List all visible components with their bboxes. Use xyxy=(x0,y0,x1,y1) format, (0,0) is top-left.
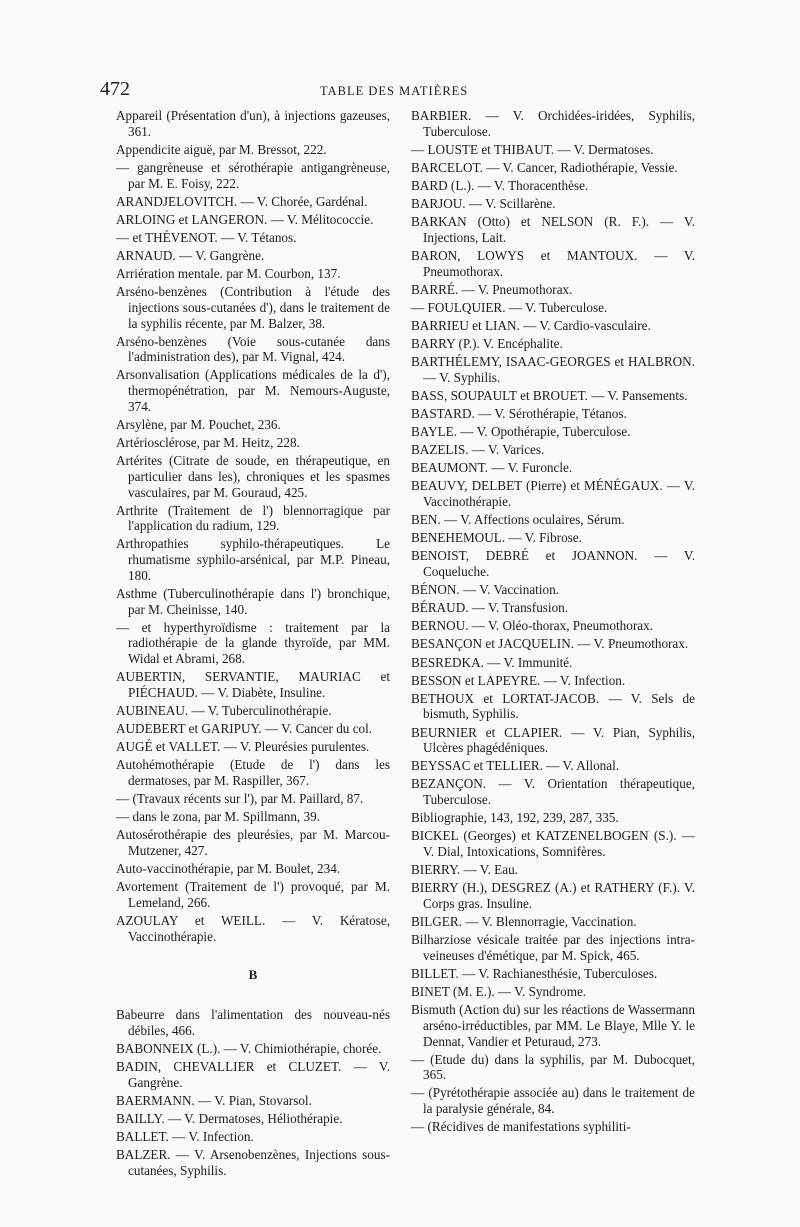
index-entry: — gangrèneuse et sérothérapie antigangrèneuse, par M. E. Foisy, 222. xyxy=(116,159,390,191)
index-entry: BINET (M. E.). — V. Syndrome. xyxy=(411,984,587,999)
index-entry: BARTHÉLEMY, ISAAC-GEORGES et HALBRON. — V. Syphilis. xyxy=(411,354,695,385)
index-entry: Avortement (Traitement de l') provoqué, par M. Lemeland, 266. xyxy=(116,879,390,910)
index-entry: — (Etude du) dans la syphilis, par M. Dubocquet, 365. xyxy=(411,1051,695,1083)
index-entry: Bilharziose vésicale traitée par des injections intra-veineuses d'émétique, par M. Spick, 465. xyxy=(411,932,695,963)
index-entry: BESANÇON et JACQUELIN. — V. Pneumothorax. xyxy=(411,636,689,652)
index-entry: BARJOU. — V. Scillarène. xyxy=(411,196,556,212)
index-entry: BARRÉ. — V. Pneumothorax. xyxy=(411,281,573,297)
index-entry: BABONNEIX (L.). — V. Chimiothérapie, chorée. xyxy=(116,1040,382,1056)
index-entry: BEN. — V. Affections oculaires, Sérum. xyxy=(411,512,625,528)
index-entry: Artériosclérose, par M. Heitz, 228. xyxy=(116,435,300,451)
index-entry: Arthropathies syphilo-thérapeutiques. Le rhumatisme syphilo-arsénical, par M.P. Pineau, 180. xyxy=(116,536,390,583)
index-entry: Auto-vaccinothérapie, par M. Boulet, 234. xyxy=(116,861,341,877)
index-entry: BEAUMONT. — V. Furoncle. xyxy=(411,460,573,476)
index-entry: BAZELIS. — V. Varices. xyxy=(411,442,545,458)
index-entry: — (Travaux récents sur l'), par M. Paillard, 87. xyxy=(116,791,364,807)
index-entry: BÉRAUD. — V. Transfusion. xyxy=(411,600,569,616)
index-entry: BILGER. — V. Blennorragie, Vaccination. xyxy=(411,914,637,930)
index-entry: Arriération mentale. par M. Courbon, 137. xyxy=(116,266,341,282)
index-entry: BERNOU. — V. Oléo-thorax, Pneumothorax. xyxy=(411,618,653,634)
index-entry: Arsylène, par M. Pouchet, 236. xyxy=(116,416,281,432)
left-entries-b xyxy=(116,1007,390,1178)
index-entry: BIERRY. — V. Eau. xyxy=(411,862,518,878)
index-entry: BASS, SOUPAULT et BROUET. — V. Pansements. xyxy=(411,387,688,403)
index-entry: BALZER. — V. Arsenobenzènes, Injections sous-cutanées, Syphilis. xyxy=(116,1147,390,1178)
index-entry: BILLET. — V. Rachianesthésie, Tuberculoses. xyxy=(411,965,658,981)
index-entry: Autosérothérapie des pleurésies, par M. Marcou-Mutzener, 427. xyxy=(116,827,390,858)
index-entry: — et hyperthyroïdisme : traitement par la radiothérapie de la glande thyroïde, par MM. Widal et Abrami, 268. xyxy=(116,619,390,667)
running-title: TABLE DES MATIÈRES xyxy=(320,84,469,98)
index-entry: ARLOING et LANGERON. — V. Mélitococcie. xyxy=(116,211,374,227)
index-entry: Bibliographie, 143, 192, 239, 287, 335. xyxy=(411,810,619,826)
index-entry: AUBERTIN, SERVANTIE, MAURIAC et PIÉCHAUD. — V. Diabète, Insuline. xyxy=(116,669,390,700)
left-column xyxy=(116,108,390,1181)
index-entry: Arséno-benzènes (Voie sous-cutanée dans l'administration des), par M. Vignal, 424. xyxy=(116,333,390,365)
index-entry: BARRIEU et LIAN. — V. Cardio-vasculaire. xyxy=(411,317,651,333)
index-entry: BAYLE. — V. Opothérapie, Tuberculose. xyxy=(411,424,631,440)
index-entry: BARCELOT. — V. Cancer, Radiothérapie, Vessie. xyxy=(411,159,678,175)
index-entry: — et THÉVENOT. — V. Tétanos. xyxy=(116,229,297,245)
index-entry: BÉNON. — V. Vaccination. xyxy=(411,582,559,598)
section-letter: B xyxy=(248,967,258,983)
index-entry: BARD (L.). — V. Thoracenthèse. xyxy=(411,177,589,193)
index-entry: BENEHEMOUL. — V. Fibrose. xyxy=(411,530,582,546)
index-entry: BEURNIER et CLAPIER. — V. Pian, Syphilis, Ulcères phagédéniques. xyxy=(411,724,695,756)
index-entry: — (Récidives de manifestations syphiliti- xyxy=(411,1119,631,1135)
index-entry: ARNAUD. — V. Gangrène. xyxy=(116,247,265,263)
index-entry: BAERMANN. — V. Pian, Stovarsol. xyxy=(116,1092,312,1108)
index-entry: Arthrite (Traitement de l') blennorragique par l'application du radium, 129. xyxy=(116,502,390,534)
index-entry: BARKAN (Otto) et NELSON (R. F.). — V. Injections, Lait. xyxy=(411,214,695,245)
index-entry: BEAUVY, DELBET (Pierre) et MÉNÉGAUX. — V. Vaccinothérapie. xyxy=(411,478,695,510)
index-entry: Bismuth (Action du) sur les réactions de Wassermann arséno-irréductibles, par MM. Le Blaye, Mlle Y. le Dennat, Vandier et Peturaud, 273. xyxy=(411,1002,695,1049)
index-entry: Appendicite aiguë, par M. Bressot, 222. xyxy=(116,141,327,157)
index-entry: AUGÉ et VALLET. — V. Pleurésies purulentes. xyxy=(116,739,370,755)
index-entry: BESREDKA. — V. Immunité. xyxy=(411,654,573,670)
index-entry: — (Pyrétothérapie associée au) dans le traitement de la paralysie générale, 84. xyxy=(411,1085,695,1117)
index-entry: Arsonvalisation (Applications médicales de la d'), thermopénétration, par M. Nemours-Auguste, 374. xyxy=(116,367,390,414)
index-entry: BADIN, CHEVALLIER et CLUZET. — V. Gangrène. xyxy=(116,1058,390,1090)
index-entry: BASTARD. — V. Sérothérapie, Tétanos. xyxy=(411,406,627,422)
index-entry: BAILLY. — V. Dermatoses, Héliothérapie. xyxy=(116,1110,343,1126)
index-entry: BEYSSAC et TELLIER. — V. Allonal. xyxy=(411,758,620,774)
index-entry: Autohémothérapie (Etude de l') dans les dermatoses, par M. Raspiller, 367. xyxy=(116,757,390,789)
index-entry: ARANDJELOVITCH. — V. Chorée, Gardénal. xyxy=(116,193,368,209)
index-entry: BARRY (P.). V. Encéphalite. xyxy=(411,336,563,352)
index-entry: BIERRY (H.), DESGREZ (A.) et RATHERY (F.). V. Corps gras. Insuline. xyxy=(411,880,695,911)
index-entry: BENOIST, DEBRÉ et JOANNON. — V. Coqueluche. xyxy=(411,548,695,580)
index-entry: AZOULAY et WEILL. — V. Kératose, Vaccinothérapie. xyxy=(116,912,390,944)
left-entries xyxy=(116,108,390,944)
index-entry: — dans le zona, par M. Spillmann, 39. xyxy=(116,809,321,825)
index-entry: Babeurre dans l'alimentation des nouveau-nés débiles, 466. xyxy=(116,1007,390,1038)
index-entry: BESSON et LAPEYRE. — V. Infection. xyxy=(411,672,626,688)
index-entry: — FOULQUIER. — V. Tuberculose. xyxy=(411,299,608,315)
index-entry: BARON, LOWYS et MANTOUX. — V. Pneumothorax. xyxy=(411,247,695,279)
index-entry: — LOUSTE et THIBAUT. — V. Dermatoses. xyxy=(411,141,654,157)
index-entry: BETHOUX et LORTAT-JACOB. — V. Sels de bismuth, Syphilis. xyxy=(411,690,695,722)
index-entry: BICKEL (Georges) et KATZENELBOGEN (S.). — V. Dial, Intoxications, Somnifères. xyxy=(411,828,695,860)
page-number: 472 xyxy=(100,78,130,100)
index-entry: AUBINEAU. — V. Tuberculinothérapie. xyxy=(116,703,332,719)
index-entry: Artérites (Citrate de soude, en thérapeutique, en particulier dans les), chroniques et les spasmes vasculaires, par M. Gouraud, 425. xyxy=(116,453,390,500)
right-column xyxy=(411,108,695,1137)
index-entry: BEZANÇON. — V. Orientation thérapeutique, Tuberculose. xyxy=(411,776,695,808)
index-entry: AUDEBERT et GARIPUY. — V. Cancer du col. xyxy=(116,721,373,737)
index-entry: BALLET. — V. Infection. xyxy=(116,1128,254,1144)
index-entry: Appareil (Présentation d'un), à injections gazeuses, 361. xyxy=(116,108,390,139)
index-entry: Arséno-benzènes (Contribution à l'étude des injections sous-cutanées d'), dans le traitement de la syphilis récente, par M. Balzer, 38. xyxy=(116,284,390,331)
index-entry: BARBIER. — V. Orchidées-iridées, Syphilis, Tuberculose. xyxy=(411,108,695,139)
index-entry: Asthme (Tuberculinothérapie dans l') bronchique, par M. Cheinisse, 140. xyxy=(116,585,390,617)
right-entries xyxy=(411,108,695,1135)
